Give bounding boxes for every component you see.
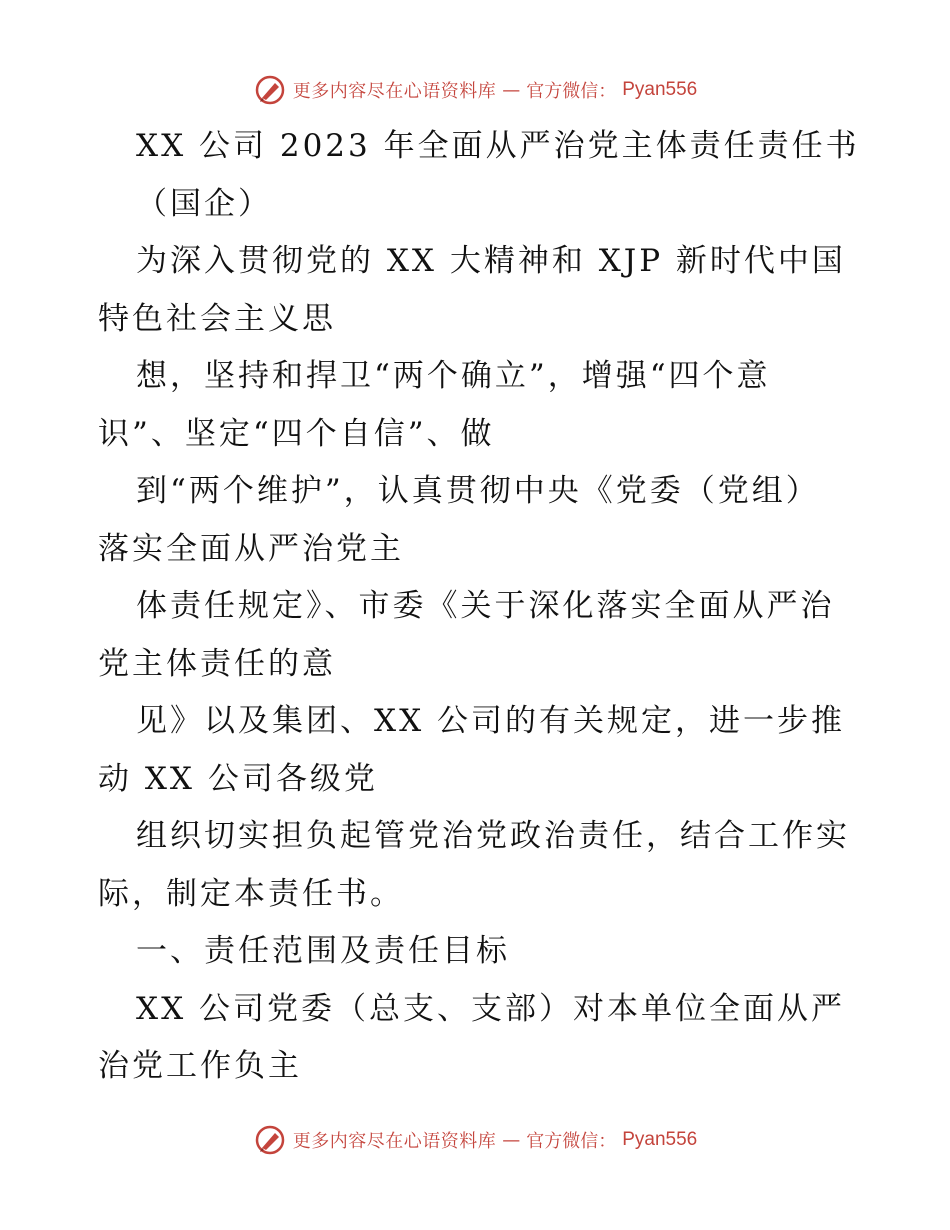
document-title: XX 公司 2023 年全面从严治党主体责任责任书	[136, 128, 860, 164]
header-banner	[0, 70, 950, 110]
banner-wechat-label: 官方微信：	[526, 1131, 617, 1152]
paragraph-line: 为深入贯彻党的 XX 大精神和 XJP 新时代中国	[136, 243, 846, 279]
banner-wechat-id: Pyan556	[622, 79, 698, 100]
paragraph-line: 组织切实担负起管党治党政治责任，结合工作实	[136, 818, 850, 854]
document-body	[98, 118, 858, 1096]
document-subtitle: （国企）	[136, 185, 272, 222]
paragraph-line: XX 公司党委（总支、支部）对本单位全面从严	[136, 990, 845, 1027]
paragraph-line: 治党工作负主	[98, 1048, 302, 1084]
banner-title: 更多内容尽在心语资料库	[292, 81, 497, 102]
paragraph-line: 体责任规定》、市委《关于深化落实全面从严治	[136, 588, 835, 624]
banner-separator: —	[502, 79, 521, 101]
paragraph-line: 落实全面从严治党主	[98, 530, 404, 567]
footer-banner	[0, 1120, 950, 1160]
banner-wechat-id: Pyan556	[622, 1129, 698, 1150]
paragraph-line: 识”、坚定“四个自信”、做	[98, 415, 495, 452]
paragraph-line: 党主体责任的意	[98, 645, 336, 682]
pen-nib-logo-icon	[253, 1123, 287, 1157]
paragraph-line: 想，坚持和捍卫“两个确立”，增强“四个意	[136, 358, 771, 394]
section-heading: 一、责任范围及责任目标	[136, 933, 510, 969]
pen-nib-logo-icon	[253, 73, 287, 107]
paragraph-line: 动 XX 公司各级党	[98, 760, 378, 797]
paragraph-line: 际，制定本责任书。	[98, 875, 404, 912]
paragraph-line: 见》以及集团、XX 公司的有关规定，进一步推	[136, 703, 845, 739]
banner-wechat-label: 官方微信：	[526, 81, 617, 102]
paragraph-line: 到“两个维护”，认真贯彻中央《党委（党组）	[136, 473, 820, 509]
banner-title: 更多内容尽在心语资料库	[292, 1131, 497, 1152]
banner-separator: —	[502, 1129, 521, 1151]
paragraph-line: 特色社会主义思	[98, 300, 336, 337]
